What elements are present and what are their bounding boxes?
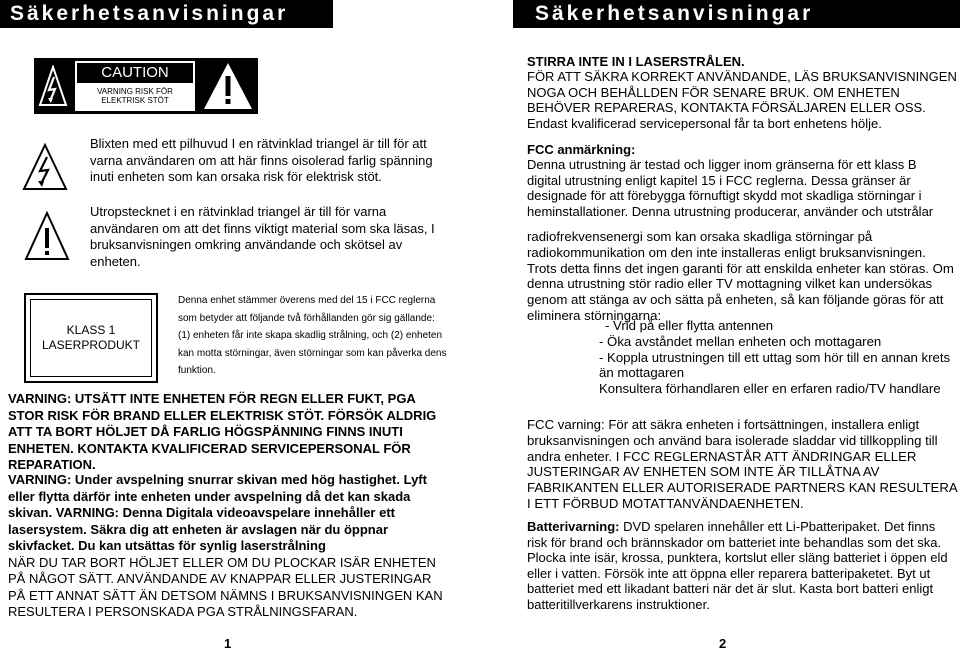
laser-class-label bbox=[24, 293, 158, 383]
warning-laser bbox=[8, 472, 448, 621]
fcc-note-title: FCC anmärkning: bbox=[527, 142, 636, 157]
fcc-compliance-text: Denna enhet stämmer överens med del 15 i FCC reglerna som betyder att följande två förhållanden gör sig gällande: (1) enheten får inte skapa skadlig strålning, och (2) enheten kan motta störningar, även störningar som kan påverka dens funktion. bbox=[178, 295, 447, 376]
fcc-warning-text: FCC varning: För att säkra enheten i fortsättningen, installera enligt bruksanvisningen och använd bara isolerade sladdar vid tillkoppling till andra enheter. I FCC REGLERNASTÅR ATT ÄNDRINGAR ELLER JUSTERINGAR AV ENHETEN SOM INTE ÄR TILLÅTNA AV FABRIKANTEN ELLER AUTORISERADE PARTNERS KAN RESULTERA I ETT FÖRBUD MOTATTANVÄNDAENHETEN. bbox=[527, 417, 957, 511]
warning-laser-normal: NÄR DU TAR BORT HÖLJET ELLER OM DU PLOCKAR ISÄR ENHETEN PÅ NÅGOT SÄTT. ANVÄNDANDE AV KNAPPAR ELLER JUSTERINGAR PÅ ETT ANNAT SÄTT ÄN DETSOM NÄMNS I BRUKSANVISNINGEN KAN RESULTERA I PERSONSKADA PGA STRÅLNINGSFARAN. bbox=[8, 554, 443, 619]
exclamation-warning-text: Utropstecknet i en rätvinklad triangel är till för varna användaren om att det finns viktigt material som ska läsas, I bruksanvisningen omkring användande och skötsel av enheten. bbox=[90, 204, 435, 269]
interference-remedies-list bbox=[527, 318, 957, 397]
lightning-warning-text: Blixten med ett pilhuvud I en rätvinklad triangel är till för att varna användaren om att här finns oisolerad farlig spänning inuti enheten som kan orsaka risk för elektrisk stöt. bbox=[90, 136, 433, 184]
right-page-header: Säkerhetsanvisningar bbox=[513, 0, 960, 28]
list-item: - Öka avståndet mellan enheten och mottagaren bbox=[599, 333, 882, 349]
laser-warning-title: STIRRA INTE IN I LASERSTRÅLEN. bbox=[527, 54, 745, 69]
laser-warning-text: FÖR ATT SÄKRA KORREKT ANVÄNDANDE, LÄS BRUKSANVISNINGEN NOGA OCH BEHÅLLDEN FÖR SENARE BRUK. OM ENHETEN BEHÖVER REPARERAS, KONTAKTA FÖRSÄLJAREN ELLER OSS. Endast kvalificerad servicepersonal får ta bort enhetens hölje. bbox=[527, 69, 957, 131]
warning-moisture: VARNING: UTSÄTT INTE ENHETEN FÖR REGN ELLER FUKT, PGA STOR RISK FÖR BRAND ELLER ELEKTRISK STÖT. FÖRSÖK ALDRIG ATT TA BORT HÖLJET DÅ FARLIG HÖGSPÄNNING FINNS INUTI ENHETEN. KONTAKTA KVALIFICERAD SERVICEPERSONAL FÖR REPARATION. bbox=[8, 391, 437, 472]
caution-title: CAUTION bbox=[77, 63, 193, 83]
warning-laser-bold: VARNING: Under avspelning snurrar skivan med hög hastighet. Lyft eller flytta därför inte enheten under avspelning då det kan skada skivan. VARNING: Denna Digitala videoavspelare innehåller ett lasersystem. Säkra dig att enheten är avslagen när du öppnar skivfacket. Du kan utsättas för synlig laserstrålning bbox=[8, 472, 427, 553]
caution-label bbox=[34, 58, 258, 114]
lightning-triangle-icon bbox=[38, 65, 68, 107]
exclamation-warning-icon bbox=[24, 211, 70, 261]
caution-subtitle: VARNING RISK FÖR ELEKTRISK STÖT bbox=[97, 87, 173, 105]
right-page-number: 2 bbox=[719, 636, 727, 651]
laser-class-line1: KLASS 1 bbox=[66, 323, 116, 337]
list-item: - Vrid på eller flytta antennen bbox=[605, 318, 774, 333]
fcc-note-text: Denna utrustning är testad och ligger inom gränserna för ett klass B digital utrustning enligt kapitel 15 i FCC reglerna. Dessa gränser är designade för att förebygga förnuftigt skydd mot skadliga störningar i heminstallationer. Denna utrustning producerar, använder och utstrålar bbox=[527, 157, 934, 219]
left-page-number: 1 bbox=[224, 636, 232, 651]
battery-warning bbox=[527, 519, 957, 612]
battery-warning-title: Batterivarning: bbox=[527, 519, 620, 534]
lightning-warning-icon bbox=[22, 143, 68, 191]
battery-warning-text: DVD spelaren innehåller ett Li-Pbatteripaket. Det finns risk för brand och brännskador om batteriet inte behandlas som det ska. Plocka inte isär, krossa, punktera, kortslut eller släng batteriet i öppen eld eller i vatten. Försök inte att öppna eller reparera batteripaketet. Byt ut batteriet med ett likadant batteri när det är slut. Kasta bort batteri enligt batteritillverkarens instruktioner. bbox=[527, 519, 948, 612]
list-item: Konsultera förhandlaren eller en erfaren radio/TV handlare bbox=[599, 381, 941, 397]
radio-interference-text: radiofrekvensenergi som kan orsaka skadliga störningar på radiokommunikation om den inte installeras enligt bruksanvisningen. Trots detta finns det ingen garanti för att enskilda enheter kan störas. Om denna utrustning stör radio eller TV mottagning vilket kan undersökas genom att stänga av och sätta på enheten, så kan följande göras för att eliminera störningarna: bbox=[527, 229, 954, 323]
left-page-header: Säkerhetsanvisningar bbox=[0, 0, 333, 28]
exclamation-triangle-icon bbox=[202, 61, 254, 111]
laser-class-line2: LASERPRODUKT bbox=[41, 338, 141, 352]
list-item: - Koppla utrustningen till ett uttag som hör till en annan krets än mottagaren bbox=[599, 349, 951, 381]
